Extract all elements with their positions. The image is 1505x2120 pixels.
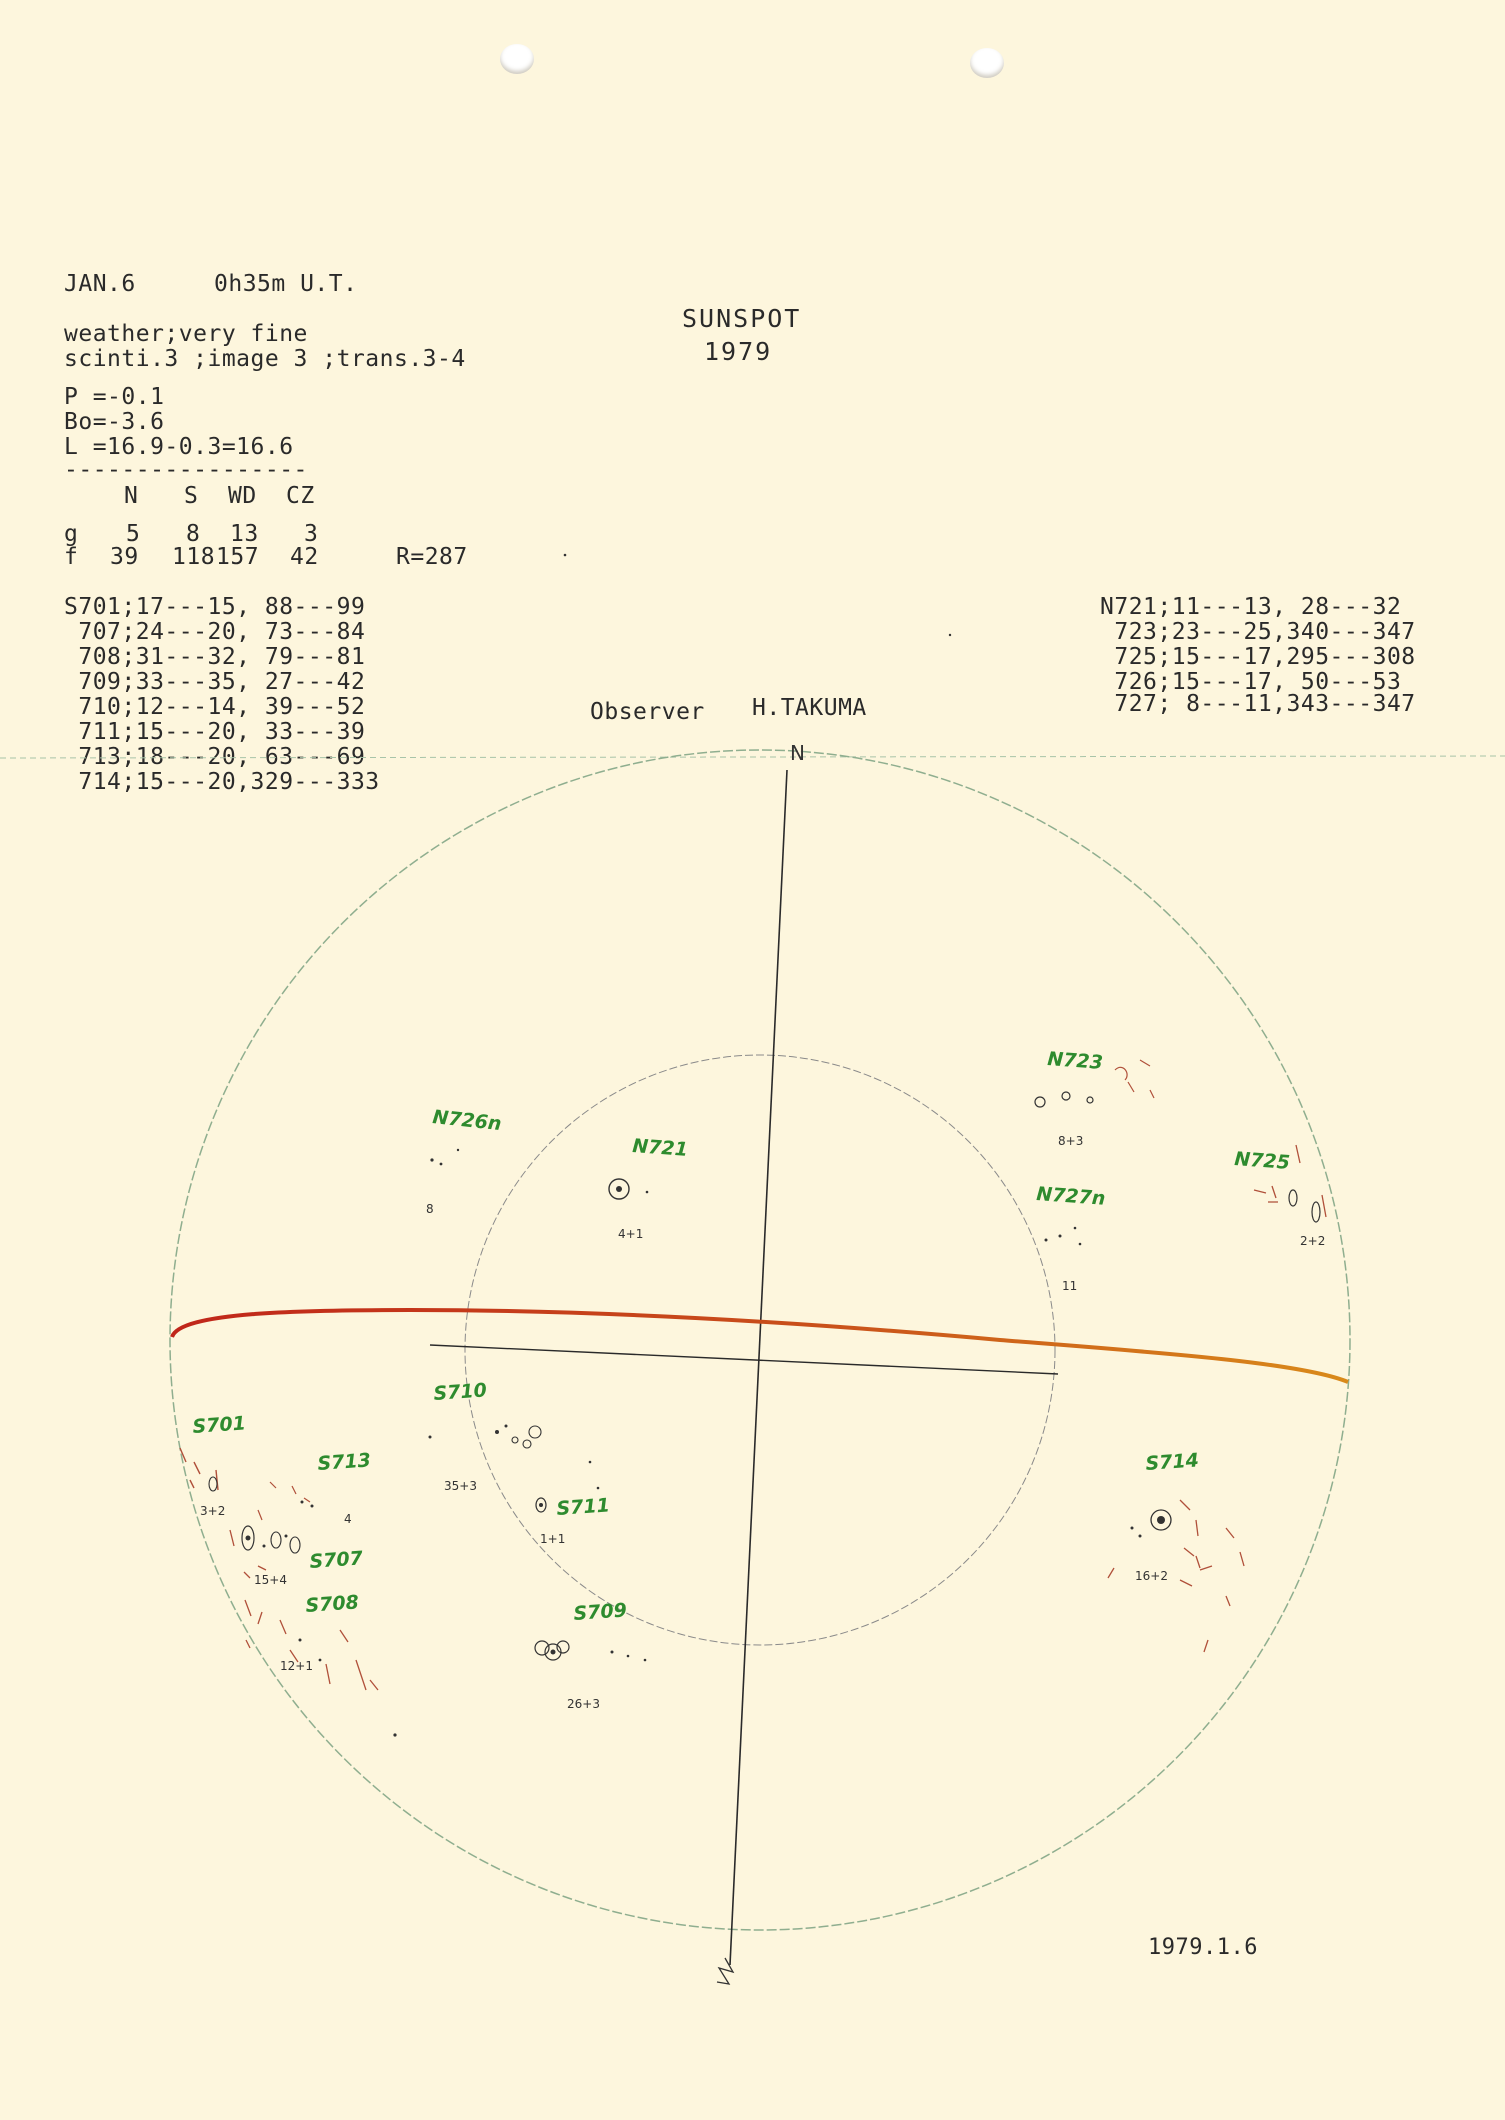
sunspot-group-n726n <box>430 1149 459 1166</box>
sunspot-group-s701 <box>180 1448 218 1491</box>
count-col-s: S <box>184 483 199 509</box>
count-col-wd: WD <box>228 483 257 509</box>
sunspot-dot <box>597 1487 600 1490</box>
observer-label: Observer <box>590 699 705 725</box>
sunspot-group-s709 <box>535 1641 646 1661</box>
sunspot-umbra <box>616 1186 622 1192</box>
group-count-s707: 15+4 <box>254 1573 287 1587</box>
group-count-n721: 4+1 <box>618 1227 644 1241</box>
group-count-s710: 35+3 <box>444 1479 477 1493</box>
sunspot-group-n725 <box>1289 1190 1320 1222</box>
group-count-s709: 26+3 <box>567 1697 600 1711</box>
stray-mark <box>564 554 567 557</box>
sheet-year: 1979 <box>704 337 773 366</box>
sunspot-dot <box>646 1191 649 1194</box>
north-group-line: 725;15---17,295---308 <box>1100 644 1416 670</box>
count-col-cz: CZ <box>286 483 315 509</box>
group-label-n721: N721 <box>631 1135 689 1161</box>
group-count-n727n: 11 <box>1062 1279 1078 1293</box>
cross-axis-line <box>430 1345 1058 1374</box>
count-g-wd: 13 <box>230 521 259 547</box>
count-f-wd: 157 <box>216 544 260 570</box>
group-label-s714: S714 <box>1144 1449 1200 1475</box>
header-separator: ----------------- <box>64 457 308 483</box>
north-group-line: 723;23---25,340---347 <box>1100 619 1416 645</box>
north-mark: N <box>790 741 805 765</box>
group-label-s709: S709 <box>572 1599 628 1625</box>
south-group-line: 711;15---20, 33---39 <box>64 719 366 745</box>
south-group-line: 709;33---35, 27---42 <box>64 669 366 695</box>
count-row-label-f: f <box>64 544 79 570</box>
group-count-n726n: 8 <box>426 1202 434 1216</box>
group-count-n723: 8+3 <box>1058 1134 1084 1148</box>
north-group-line: N721;11---13, 28---32 <box>1100 594 1402 620</box>
group-label-s713: S713 <box>316 1449 372 1475</box>
observer-name: H.TAKUMA <box>752 695 867 721</box>
group-label-s708: S708 <box>304 1591 360 1617</box>
sheet-title: SUNSPOT <box>682 304 802 333</box>
south-group-line: 714;15---20,329---333 <box>64 769 380 795</box>
count-row-label-g: g <box>64 521 79 547</box>
sunspot-group-n723 <box>1035 1092 1093 1107</box>
r-number: R=287 <box>396 544 468 570</box>
group-count-s713: 4 <box>344 1512 352 1526</box>
south-group-line: S701;17---15, 88---99 <box>64 594 366 620</box>
footer-date-stamp: 1979.1.6 <box>1148 1935 1258 1960</box>
group-count-s714: 16+2 <box>1135 1569 1168 1583</box>
count-f-n: 39 <box>110 544 139 570</box>
group-label-s711: S711 <box>555 1494 611 1520</box>
group-count-n725: 2+2 <box>1300 1234 1326 1248</box>
observation-date: JAN.6 <box>64 271 136 297</box>
south-group-line: 707;24---20, 73---84 <box>64 619 366 645</box>
sunspot-group-s707 <box>230 1526 300 1578</box>
count-f-cz: 42 <box>290 544 319 570</box>
weather-line: weather;very fine <box>64 321 308 347</box>
group-label-s701: S701 <box>191 1412 247 1438</box>
south-group-line: 713;18---20, 63---69 <box>64 744 366 770</box>
sunspot-group-s710 <box>429 1425 592 1464</box>
conditions-line: scinti.3 ;image 3 ;trans.3-4 <box>64 346 466 372</box>
sunspot-group-n727n <box>1045 1227 1082 1246</box>
group-label-n725: N725 <box>1233 1148 1291 1174</box>
polar-axis-line <box>730 770 787 1965</box>
group-count-s701: 3+2 <box>200 1504 226 1518</box>
stray-mark <box>393 1733 396 1736</box>
count-g-n: 5 <box>126 521 141 547</box>
south-group-line: 708;31---32, 79---81 <box>64 644 366 670</box>
group-label-n727n: N727n <box>1035 1183 1107 1210</box>
group-label-n723: N723 <box>1046 1048 1104 1074</box>
group-label-s707: S707 <box>308 1547 364 1573</box>
sunspot-group-s713 <box>258 1482 314 1520</box>
reference-line <box>0 756 1505 758</box>
stray-mark <box>949 634 951 636</box>
group-count-s711: 1+1 <box>540 1532 566 1546</box>
bo-value: Bo=-3.6 <box>64 409 165 435</box>
sunspot-umbra <box>539 1503 543 1507</box>
sunspot-group-s714 <box>1108 1500 1244 1652</box>
group-label-s710: S710 <box>432 1379 488 1405</box>
north-group-line: 727; 8---11,343---347 <box>1100 691 1416 717</box>
count-f-s: 118 <box>172 544 216 570</box>
group-count-s708: 12+1 <box>280 1659 313 1673</box>
p-angle: P =-0.1 <box>64 384 165 410</box>
count-g-s: 8 <box>186 521 201 547</box>
observation-time: 0h35m U.T. <box>214 271 358 297</box>
group-label-n726n: N726n <box>431 1106 503 1136</box>
faculae-n723 <box>1115 1060 1154 1098</box>
count-col-n: N <box>124 483 139 509</box>
south-group-line: 710;12---14, 39---52 <box>64 694 366 720</box>
l-value: L =16.9-0.3=16.6 <box>64 434 294 460</box>
north-group-line: 726;15---17, 50---53 <box>1100 669 1402 695</box>
count-g-cz: 3 <box>304 521 319 547</box>
